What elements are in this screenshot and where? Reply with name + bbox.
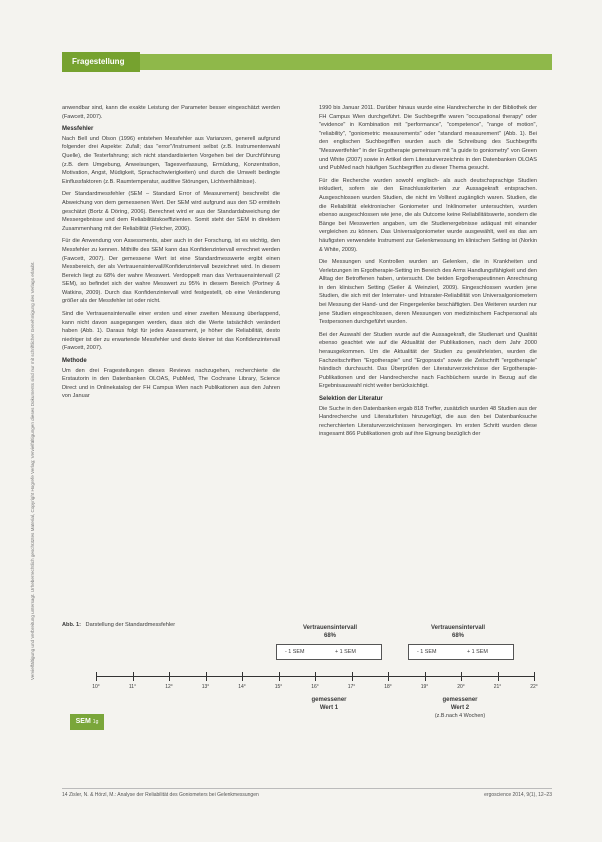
paragraph: Um den drei Fragestellungen dieses Reviews nachzugehen, recherchierte die Erstautorin in den Datenbanken OLOAS, PubMed, The Cochrane Library, Science Direct und in Onlinekatalog der FH Campus Wien nach Publikationen aus den Jahren von Januar [62, 367, 280, 400]
axis-tick-label: 17° [347, 684, 356, 690]
paragraph: Nach Bell und Olson (1996) entstehen Messfehler aus Varianzen, generell aufgrund folgender drei Aspekte: Zufall; das "error"/Instrument selbst (z.B. Instrumentenwahl Quelle), die Testerfahrung; sich nicht standardisierten Vorgehen bei der Durchführung (z.B. dem Umgebung, Anweisungen, Tagesverfassung, Ermüdung, Konzentration, Motivation, Angst, Müdigkeit, Sprachschwierigkeiten) und durch die Umwelt bedingte Einflussfaktoren (z.B. Raumtemperatur, auditive Störungen, Lichtverhältnisse). [62, 135, 280, 185]
axis-tick [96, 672, 97, 681]
ci-percent: 68% [451, 633, 464, 639]
paragraph: Für die Recherche wurden sowohl englisch- als auch deutschsprachige Studien inkludiert, sofern sie den Einschlusskriterien zur Aussagekraft entsprachen. Ausgeschlossen wurden Studien, die nicht im Volltext zugänglich waren. Studien, die die Reliabilität elektronischer Goniometer und Inklinometer untersuchten, wurden ebenso ausgeschlossen wie jene, die als Outcome keine Reliabilitätswerte, sondern die Bänge bei Messwerten angaben, um die Studienergebnisse adäquat mit einander vergleichen zu können. Das Universalgoniometer wurde ausgewählt, weil es das am häufigsten verwendete Instrument zur Gelenkmessung im klinischen Setting ist (Norkin & White, 2009). [319, 177, 537, 253]
paragraph: Für die Anwendung von Assessments, aber auch in der Forschung, ist es wichtig, den Messfehler zu kennen. Mithilfe des SEM kann das Konfidenzintervall errechnet werden (Fawcett, 2007). Der gemessene Wert ist eine Standardmesswerte ergibt einen Messbereich, der als Vertrauensintervall/Konfidenzintervall bezeichnet wird. In diesem Bereich liegt zu 68% der wahre Messwert. Verdoppelt man das Vertrauensintervall (2 SEM), so befindet sich der wahre Messwert zu 95% in diesem Bereich (Portney & Watkins, 2009). Durch das Konfidenzintervall wird festgestellt, ob eine Veränderung größer als der Messfehler ist oder nicht. [62, 238, 280, 305]
axis-tick [461, 672, 462, 681]
axis-tick [425, 672, 426, 681]
axis-tick-label: 11° [128, 684, 137, 690]
section-heading: Messfehler [62, 126, 94, 133]
left-column [62, 104, 280, 405]
paragraph: Sind die Vertrauensintervalle einer ersten und einer zweiten Messung überlappend, kann nicht davon ausgegangen werden, dass sich die Werte tatsächlich verändert haben (Abb. 1). Daraus folgt für jedes Assessment, je höher die Reliabilität, desto niedriger ist der zu erwartende Messfehler und desto kleiner ist das Konfidenzintervall (Fawcett, 2007). [62, 311, 280, 352]
axis-tick [279, 672, 280, 681]
sem-plus-label: + 1 SEM [467, 649, 488, 655]
figure-caption [62, 622, 175, 628]
value-label: gemessener [311, 697, 347, 703]
sem-badge [70, 714, 104, 730]
axis-tick-label: 21° [493, 684, 502, 690]
axis-tick-label: 13° [201, 684, 210, 690]
axis-tick [498, 672, 499, 681]
right-column [319, 104, 537, 443]
section-heading: Methode [62, 358, 87, 365]
axis-tick [534, 672, 535, 681]
axis-tick-label: 12° [165, 684, 173, 690]
footer-right: ergoscience 2014, 9(1), 12–23 [484, 792, 552, 798]
badge-text: SEM [75, 718, 91, 725]
paragraph: Die Suche in den Datenbanken ergab 818 Treffer, zusätzlich wurden 48 Studien aus der Handrecherche und Literaturlisten hinzugefügt, die aus den bei Datenbanksuche recherchierten Literaturverzeichnissen hervorgingen. Im ersten Schritt wurden diese insgesamt 866 Publikationen grob auf ihre Eignung bezüglich der [319, 405, 537, 438]
measured-value-2 [430, 696, 490, 720]
confidence-interval-right [408, 624, 508, 640]
copyright-side-note: Vervielfältigung und Verbreitung untersagt. Urheberrechtlich geschütztes Material, Copyright Hogrefe Verlag; Vervielfältigungen dieses Dokuments sind nur mit schriftlicher Genehmigung des Verlags erlaubt. [30, 261, 35, 680]
axis-tick-label: 19° [420, 684, 429, 690]
sem-range-right [408, 644, 514, 660]
paragraph: Der Standardmessfehler (SEM – Standard Error of Measurement) beschreibt die Abweichung von dem gemessenen Wert. Der SEM wird aufgrund aus den SD ermitteln geschätzt (Bortz & Döring, 2006). Berechnet wird er aus der Standardabweichung der Messergebnisse und dem Reliabilitätskoeffizienten. Somit steht der SEM in direktem Zusammenhang mit der Reliabilität (Fletcher, 2006). [62, 191, 280, 232]
value-note: (z.B.nach 4 Wochen) [434, 713, 486, 719]
sem-minus-label: - 1 SEM [285, 649, 305, 655]
left-intro-paragraph: anwendbar sind, kann die exakte Leistung der Parameter besser eingeschätzt werden (Fawcett, 2007). [62, 105, 280, 120]
sem-plus-label: + 1 SEM [335, 649, 356, 655]
axis-tick-label: 16° [311, 684, 319, 690]
axis-tick [388, 672, 389, 681]
figure-sem-diagram [62, 622, 552, 732]
axis-tick-label: 15° [274, 684, 283, 690]
value-name: Wert 1 [319, 705, 339, 711]
ci-label: Vertrauensintervall [302, 625, 358, 631]
sem-range-left [276, 644, 382, 660]
ci-label: Vertrauensintervall [430, 625, 486, 631]
axis-tick-label: 22° [530, 684, 538, 690]
axis-tick [315, 672, 316, 681]
value-label: gemessener [442, 697, 478, 703]
footer-left: 14 Zisler, N. & Hörzl, M.: Analyse der Reliabilität des Goniometers bei Gelenkmessungen [62, 792, 259, 798]
section-heading: Selektion der Literatur [319, 396, 383, 402]
page-footer [62, 788, 552, 802]
axis-tick [133, 672, 134, 681]
axis-tick-label: 14° [238, 684, 246, 690]
axis-tick-label: 18° [384, 684, 392, 690]
paragraph: 1990 bis Januar 2011. Darüber hinaus wurde eine Handrecherche in der Bibliothek der FH Campus Wien durchgeführt. Die Suchbegriffe waren "occupational therapy" oder "evidence" in Kombination mit "performance", "competence", "range of motion", "reliability", "goniometric measurements" oder "standard measurement" (Abb. 1). Bei den englischen Suchbegriffen wurden auch die Schreibung des Suchbegriffs "Messwertfehler" in der Ergotherapie gemeinsam mit "a guide to goniometry" von Green und White (2007) sowie in Artikel dem Literaturverzeichnis in den Datenbanken OLOAS und PubMed nach häufigen Suchbegriffen zu dieser Thema gesucht. [319, 105, 537, 172]
axis-tick [169, 672, 170, 681]
badge-sub: 1g [92, 719, 99, 725]
paragraph: Die Messungen und Kontrollen wurden an Gelenken, die in Krankheiten und Verletzungen im Ergotherapie-Setting im Bereich des Arms Handlungsfähigkeit und den Alltag der Betroffenen haben, untersucht. Die beiden Ergotherapeutinnen Anrechnung in den klinischen Setting (Seiler & Weinzierl, 2009). Eingeschlossen wurden jene Studien, die sich mit der Interrater- und Intrarater-Reliabilität von Universalgoniometern bei Messung der Hand- und der Fingergelenke beschäftigten. Des Weiteren wurden nur jene Studien eingeschlossen, deren Messungen von medizinischem Fachpersonal als Testpersonen durchgeführt wurden. [319, 259, 537, 326]
axis-tick-label: 20° [457, 684, 465, 690]
value-name: Wert 2 [450, 705, 470, 711]
paragraph: Bei der Auswahl der Studien wurde auf die Aussagekraft, die Studienart und Qualität ebenso geachtet wie auf die Aktualität der Publikationen, nach dem Jahr 2000 herausgekommen. Um die Aktualität der Studien zu gewährleisten, wurden die Fachzeitschriften "Ergotherapie" und "Ergopraxis" sowie die Zeitschrift "ergotherapie" händisch durchsucht. Das Überprüfen der Literaturverzeichnisse der Ergotherapie-Publikationen und der Handrecherche nach Fachbüchern wurde in Bezug auf die Ergebnisauswahl nicht weiter berücksichtigt. [319, 331, 537, 390]
confidence-interval-left [280, 624, 380, 640]
ci-percent: 68% [323, 633, 336, 639]
axis-tick [242, 672, 243, 681]
axis-tick [352, 672, 353, 681]
axis-tick-label: 10° [92, 684, 100, 690]
figure-label: Abb. 1: [62, 622, 81, 628]
axis-tick [206, 672, 207, 681]
measured-value-1 [299, 696, 359, 712]
section-label: Fragestellung [62, 52, 140, 72]
sem-minus-label: - 1 SEM [417, 649, 437, 655]
figure-title: Darstellung der Standardmessfehler [85, 622, 176, 628]
